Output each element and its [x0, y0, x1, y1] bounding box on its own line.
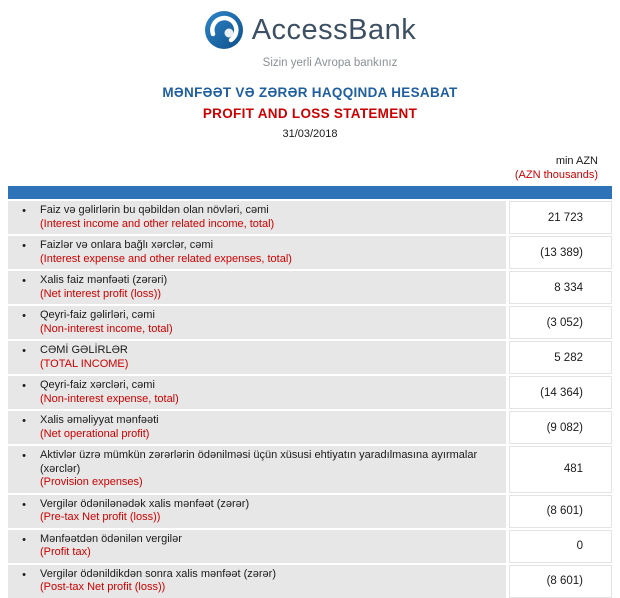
table-row: [8, 376, 612, 409]
row-bullet: [8, 379, 40, 392]
row-label-az: Faizlər və onlara bağlı xərclər, cəmi: [40, 239, 214, 251]
statement-date: 31/03/2018: [282, 128, 338, 140]
table-row: [8, 201, 612, 234]
row-bullet: [8, 239, 40, 252]
row-label-az: Qeyri-faiz xərcləri, cəmi: [40, 379, 155, 391]
row-label-en: (Profit tax): [40, 546, 91, 558]
row-label-en: (TOTAL INCOME): [40, 357, 129, 370]
row-label-az: Vergilər ödənilənədək xalis mənfəət (zərər): [40, 497, 250, 510]
row-label-en: (Post-tax Net profit (loss)): [40, 581, 166, 593]
row-bullet: [8, 344, 40, 357]
row-bullet: [8, 204, 40, 217]
row-label-cell: [8, 495, 506, 528]
row-label-cell: [8, 341, 506, 374]
table-row: [8, 236, 612, 269]
row-value: 0: [509, 530, 612, 563]
row-value: (8 601): [509, 565, 612, 598]
row-label-cell: [8, 411, 506, 444]
row-label-en: (Net operational profit): [40, 427, 150, 440]
units-block: [0, 154, 620, 182]
row-label-cell: [8, 530, 506, 563]
statement-title-az: MƏNFƏƏT VƏ ZƏRƏR HAQQINDA HESABAT: [162, 85, 458, 100]
row-bullet: [8, 498, 40, 511]
row-label-en: (Non-interest income, total): [40, 322, 173, 335]
statement-titles: [0, 85, 620, 140]
row-value: (3 052): [509, 306, 612, 339]
table-row: [8, 411, 612, 444]
brand-logo: [204, 10, 417, 50]
row-label-en: (Net interest profit (loss)): [40, 287, 162, 300]
brand-name: AccessBank: [251, 13, 417, 46]
row-label-en: (Provision expenses): [40, 476, 143, 488]
table-row: [8, 446, 612, 493]
profit-loss-table: [8, 186, 612, 598]
table-header-bar: [8, 186, 612, 199]
brand-tagline: Sizin yerli Avropa bankınız: [262, 57, 398, 69]
row-value: (8 601): [509, 495, 612, 528]
table-row: [8, 495, 612, 528]
row-bullet: [8, 274, 40, 287]
table-row: [8, 530, 612, 563]
row-label-cell: [8, 446, 506, 493]
row-label-az: Qeyri-faiz gəlirləri, cəmi: [40, 309, 155, 321]
row-label-cell: [8, 306, 506, 339]
row-label-az: Mənfəətdən ödənilən vergilər: [40, 532, 182, 545]
row-bullet: [8, 533, 40, 546]
row-label-cell: [8, 271, 506, 304]
row-bullet: [8, 309, 40, 322]
table-row: [8, 306, 612, 339]
row-value: (9 082): [509, 411, 612, 444]
row-label-az: Faiz və gəlirlərin bu qəbildən olan növləri, cəmi: [40, 204, 269, 216]
row-label-az: Aktivlər üzrə mümkün zərərlərin ödənilməsi üçün xüsusi ehtiyatın yaradılmasına ayırmalar (xərclər): [40, 449, 478, 475]
row-label-en: (Interest expense and other related expenses, total): [40, 252, 292, 265]
units-primary: min AZN: [555, 155, 598, 167]
row-label-cell: [8, 236, 506, 269]
row-label-en: (Non-interest expense, total): [40, 392, 179, 405]
row-bullet: [8, 449, 40, 462]
row-value: (14 364): [509, 376, 612, 409]
row-value: (13 389): [509, 236, 612, 269]
table-row: [8, 565, 612, 598]
row-label-en: (Pre-tax Net profit (loss)): [40, 511, 161, 523]
row-label-az: Xalis əməliyyat mənfəəti: [40, 414, 159, 426]
row-bullet: [8, 568, 40, 581]
row-label-az: CƏMİ GƏLİRLƏR: [40, 344, 128, 356]
brand-header: [0, 10, 620, 69]
table-row: [8, 271, 612, 304]
row-value: 5 282: [509, 341, 612, 374]
row-label-cell: [8, 565, 506, 598]
row-bullet: [8, 414, 40, 427]
row-value: 21 723: [509, 201, 612, 234]
row-label-cell: [8, 201, 506, 234]
row-value: 481: [509, 446, 612, 493]
accessbank-globe-icon: [204, 10, 244, 50]
row-label-az: Vergilər ödənildikdən sonra xalis mənfəət (zərər): [40, 567, 277, 580]
table-row: [8, 341, 612, 374]
statement-title-en: PROFIT AND LOSS STATEMENT: [202, 106, 418, 121]
row-label-en: (Interest income and other related income, total): [40, 217, 275, 230]
units-secondary: (AZN thousands): [514, 169, 598, 181]
row-label-az: Xalis faiz mənfəəti (zərəri): [40, 274, 168, 286]
row-value: 8 334: [509, 271, 612, 304]
row-label-cell: [8, 376, 506, 409]
